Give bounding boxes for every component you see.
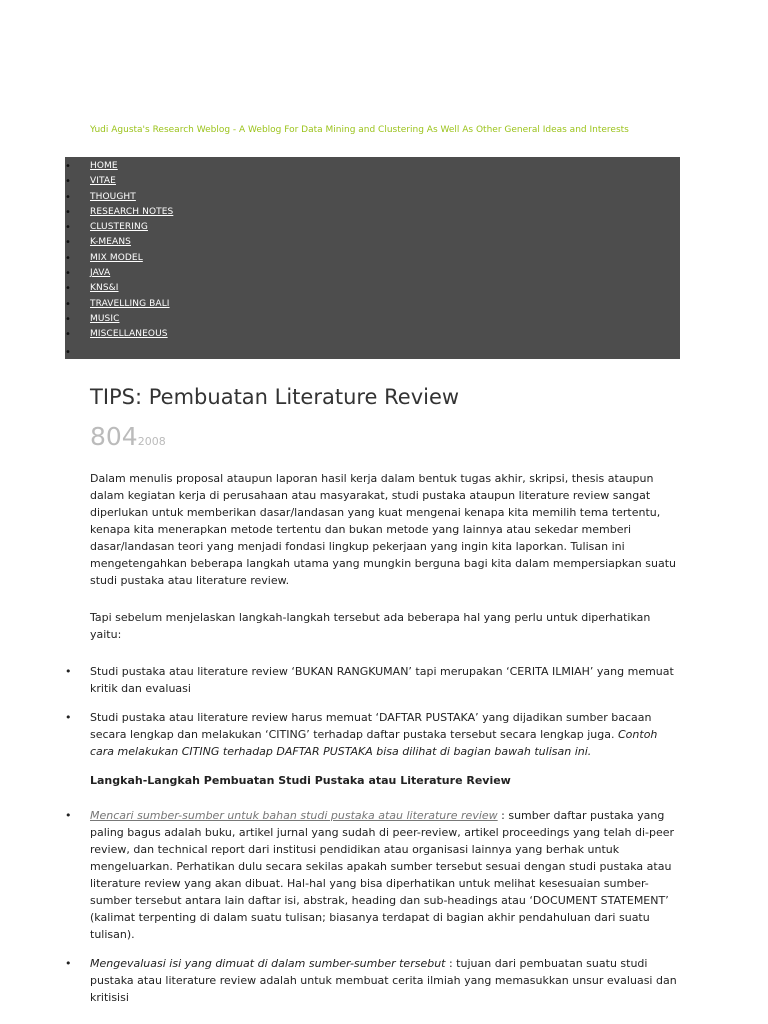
note-text: Studi pustaka atau literature review harus memuat ‘DAFTAR PUSTAKA’ yang dijadikan sumber bacaan secara lengkap dan melakukan ‘CITING’ terhadap daftar pustaka tersebut secara lengkap juga. [90,711,652,741]
nav-link-k-means[interactable]: K-MEANS [90,237,131,247]
list-item [65,955,680,1006]
main-nav [65,157,680,359]
bullet-icon: • [65,237,71,248]
notes-list [65,663,680,760]
nav-link-home[interactable]: HOME [90,161,118,171]
nav-link-java[interactable]: JAVA [90,268,111,278]
list-item [65,709,680,760]
nav-link-travelling-bali[interactable]: TRAVELLING BALI [90,299,170,309]
post-date [90,422,166,451]
nav-link-kns-i[interactable]: KNS&I [90,283,119,293]
bullet-icon: • [65,665,72,678]
nav-link-vitae[interactable]: VITAE [90,176,116,186]
step-lead: Mengevaluasi isi yang dimuat di dalam sumber-sumber tersebut [90,957,446,970]
bullet-icon: • [65,283,71,294]
list-item [65,663,680,697]
list-item [65,807,680,943]
step-text: : tujuan dari pembuatan suatu studi pustaka atau literature review adalah untuk membuat cerita ilmiah yang memasukkan unsur evaluasi dan kritisisi [90,957,677,1004]
bullet-icon: • [65,329,71,340]
bullet-icon: • [65,809,72,822]
bullet-icon: • [65,711,72,724]
site-tagline: Yudi Agusta's Research Weblog - A Weblog For Data Mining and Clustering As Well As Other General Ideas and Interests [90,125,629,135]
bullet-icon: • [65,314,71,325]
bullet-icon: • [65,347,71,358]
step-text: : sumber daftar pustaka yang paling bagus adalah buku, artikel jurnal yang sudah di peer-review, artikel proceedings yang telah di-peer review, dan technical report dari institusi pendidikan atau organisasi lainnya yang berhak untuk mengeluarkan. Perhatikan dulu secara sekilas apakah sumber tersebut sesuai dengan studi pustaka atau literature review yang akan dibuat. Hal-hal yang bisa diperhatikan untuk melihat kesesuaian sumber-sumber tersebut antara lain daftar isi, abstrak, heading dan sub-headings atau ‘DOCUMENT STATEMENT’ (kalimat terpenting di dalam suatu tulisan; biasanya terdapat di bagian akhir pendahuluan dari suatu tulisan). [90,809,675,941]
bullet-icon: • [65,207,71,218]
nav-link-miscellaneous[interactable]: MISCELLANEOUS [90,329,168,339]
post-date-day: 804 [90,422,138,451]
post-date-year: 2008 [137,435,166,448]
bullet-icon: • [65,957,72,970]
bullet-icon: • [65,299,71,310]
bullet-icon: • [65,222,71,233]
bullet-icon: • [65,161,71,172]
intro-paragraph: Dalam menulis proposal ataupun laporan hasil kerja dalam bentuk tugas akhir, skripsi, thesis ataupun dalam kegiatan kerja di perusahaan atau masyarakat, studi pustaka ataupun literature review sangat diperlukan untuk memberikan dasar/landasan yang kuat mengenai kenapa kita memilih tema tertentu, kenapa kita menerapkan metode tertentu dan bukan metode yang lainnya atau sekedar memberi dasar/landasan teori yang menjadi fondasi lingkup pekerjaan yang ingin kita laporkan. Tulisan ini mengetengahkan beberapa langkah utama yang mungkin berguna bagi kita dalam mempersiapkan suatu studi pustaka atau literature review. [90,472,676,587]
bullet-icon: • [65,176,71,187]
nav-link-research-notes[interactable]: RESEARCH NOTES [90,207,174,217]
nav-link-clustering[interactable]: CLUSTERING [90,222,148,232]
post-title: TIPS: Pembuatan Literature Review [90,385,460,409]
bullet-icon: • [65,268,71,279]
bullet-icon: • [65,253,71,264]
nav-link-music[interactable]: MUSIC [90,314,120,324]
nav-link-mix-model[interactable]: MIX MODEL [90,253,143,263]
note-italic: Contoh cara melakukan CITING terhadap DAFTAR PUSTAKA bisa dilihat di bagian bawah tulisan ini. [90,728,658,758]
steps-heading: Langkah-Langkah Pembuatan Studi Pustaka atau Literature Review [90,774,511,787]
step-link[interactable]: Mencari sumber-sumber untuk bahan studi pustaka atau literature review [90,809,498,822]
note-text: Studi pustaka atau literature review ‘BUKAN RANGKUMAN’ tapi merupakan ‘CERITA ILMIAH’ yang memuat kritik dan evaluasi [90,665,674,695]
pre-list-paragraph: Tapi sebelum menjelaskan langkah-langkah tersebut ada beberapa hal yang perlu untuk diperhatikan yaitu: [90,611,651,641]
post-content [65,470,680,1018]
steps-list [65,807,680,1006]
bullet-icon: • [65,192,71,203]
nav-link-thought[interactable]: THOUGHT [90,192,136,202]
